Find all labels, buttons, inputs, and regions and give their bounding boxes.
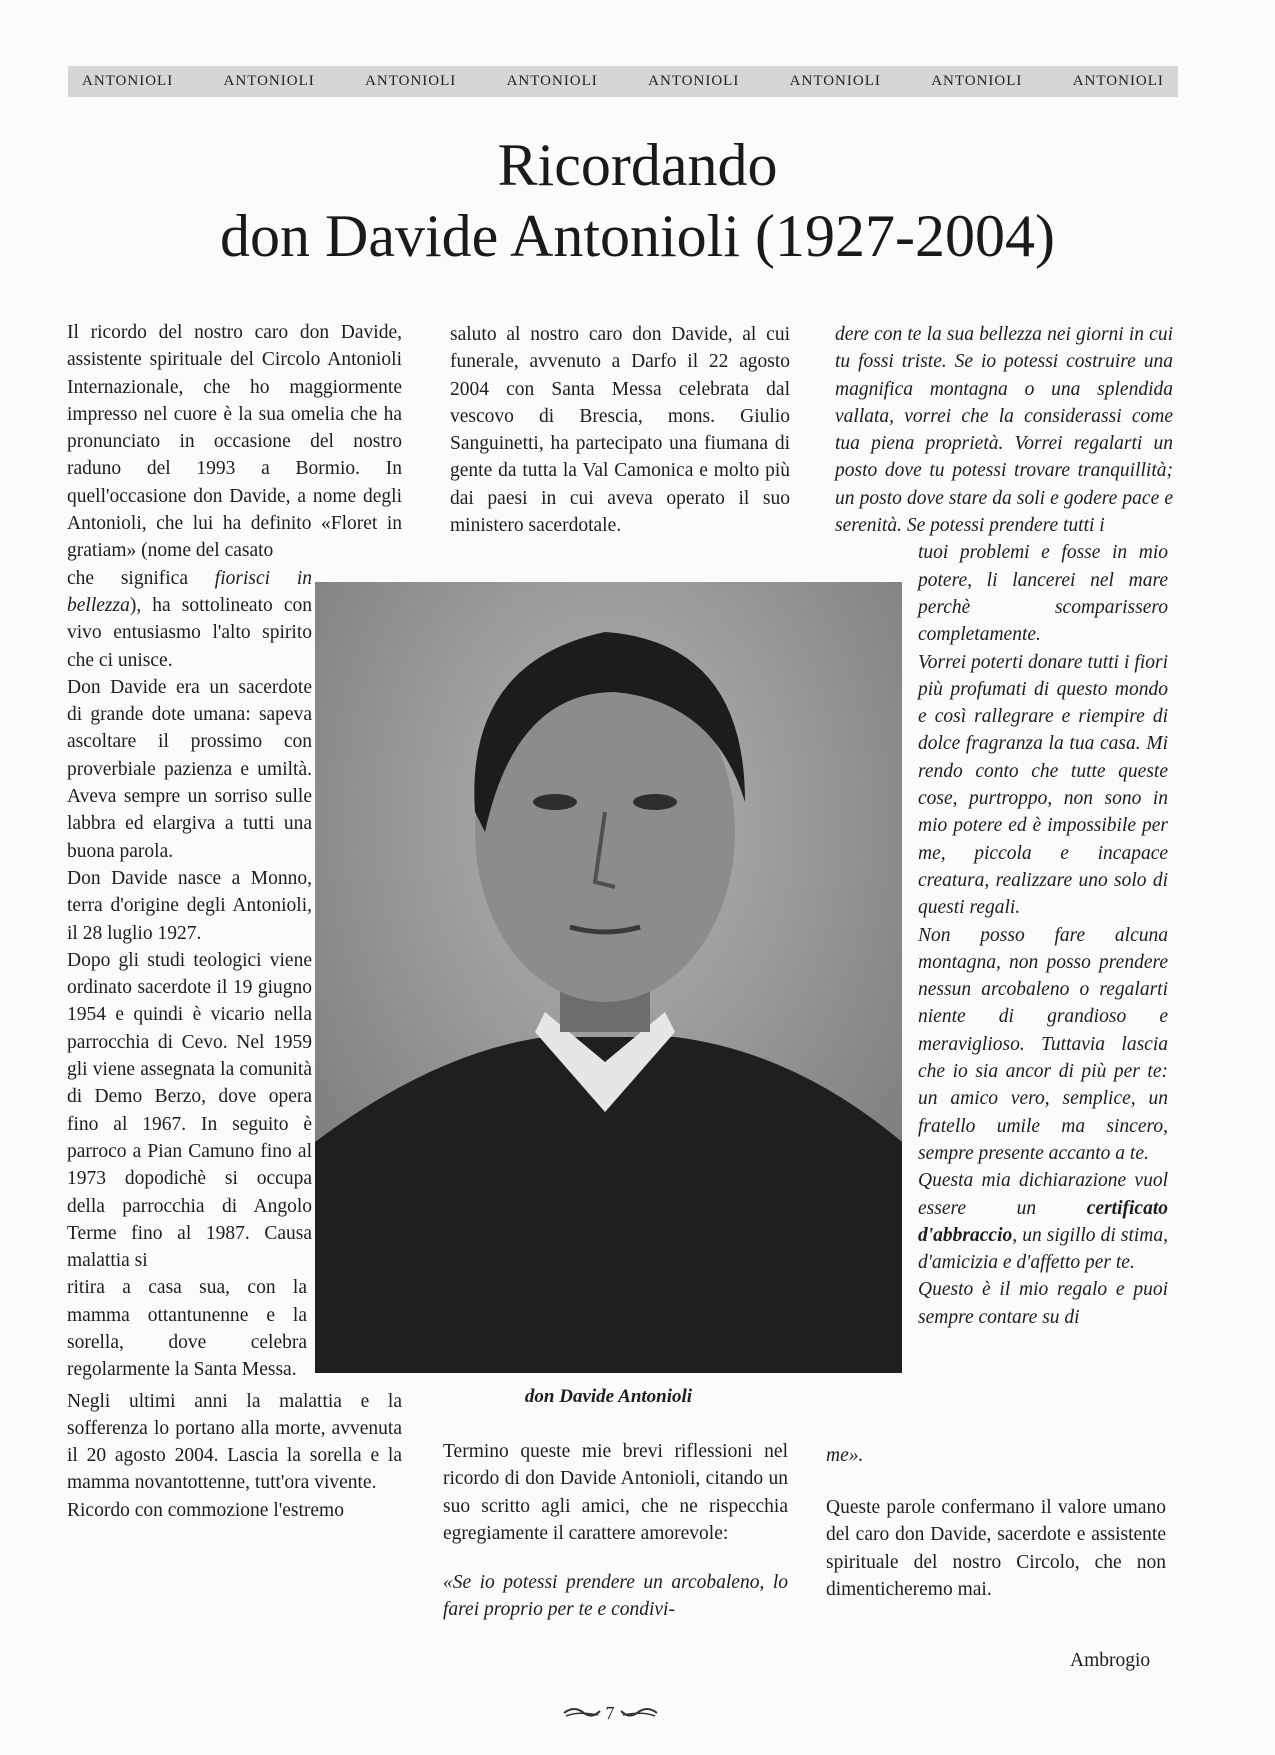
paragraph: Don Davide nasce a Monno, terra d'origine degli Antonioli, il 28 luglio 1927. xyxy=(67,867,312,944)
italic-text: fiorisci in bellezza xyxy=(67,567,312,616)
paragraph: dere con te la sua bellezza nei giorni in cui tu fossi triste. Se io potessi costruire una magnifica montagna o una splendida vallata, vorrei che la considerassi come tua piena proprietà. Vorrei regalarti un posto dove tu potessi trovare tranquillità; un posto dove stare da soli e godere pace e serenità. Se potessi prendere tutti i xyxy=(835,324,1173,537)
flourish-right-icon xyxy=(619,1705,659,1721)
text-span: che significa xyxy=(67,567,215,589)
page-number xyxy=(555,1700,665,1726)
photo-caption: don Davide Antonioli xyxy=(524,1386,693,1407)
paragraph xyxy=(67,565,312,674)
paragraph: saluto al nostro caro don Davide, al cui funerale, avvenuto a Darfo il 22 agosto 2004 con Santa Messa celebrata dal vescovo di Brescia, mons. Giulio Sanguinetti, ha partecipato una fiumana di gente da tutta la Val Camonica e molto più dai paesi in cui aveva operato il suo ministero sacerdotale. xyxy=(450,324,790,537)
banner-item: ANTONIOLI xyxy=(365,73,457,89)
quote: «Se io potessi prendere un arcobaleno, lo farei proprio per te e condivi- xyxy=(443,1572,788,1621)
text-span: Questa mia dichiarazione vuol essere un xyxy=(918,1170,1168,1219)
paragraph: Dopo gli studi teologici viene ordinato sacerdote il 19 giugno 1954 e quindi è vicario nella parrocchia di Cevo. Nel 1959 gli viene assegnata la comunità di Demo Berzo, dove opera fino al 1967. In seguito è parroco a Pian Camuno fino al 1973 dopodichè si occupa della parrocchia di Angolo Terme fino al 1987. Causa malattia si xyxy=(67,949,312,1272)
paragraph: Negli ultimi anni la malattia e la sofferenza lo portano alla morte, avvenuta il 20 agosto 2004. Lascia la sorella e la mamma novantottenne, tutt'ora vivente. xyxy=(67,1390,402,1494)
banner-item: ANTONIOLI xyxy=(82,73,174,89)
banner-item: ANTONIOLI xyxy=(506,73,598,89)
column-2 xyxy=(450,321,790,539)
header-banner xyxy=(68,66,1178,97)
signature: Ambrogio xyxy=(1070,1650,1151,1671)
paragraph: Questo è il mio regalo e puoi sempre contare su di xyxy=(918,1279,1168,1328)
portrait-photo xyxy=(315,582,902,1373)
paragraph: ritira a casa sua, con la mamma ottantunenne e la sorella, dove celebra regolarmente la Santa Messa. xyxy=(67,1277,307,1381)
portrait-illustration xyxy=(315,582,902,1373)
flourish-left-icon xyxy=(562,1705,602,1721)
page-number-text: 7 xyxy=(605,1702,615,1723)
quote-end: me». xyxy=(826,1445,864,1466)
paragraph: tuoi problemi e fosse in mio potere, li lancerei nel mare perchè scomparissero completamente. xyxy=(918,542,1168,646)
banner-item: ANTONIOLI xyxy=(648,73,740,89)
text-span: , un sigillo di stima, d'amicizia e d'affetto per te. xyxy=(918,1224,1168,1274)
paragraph: Queste parole confermano il valore umano del caro don Davide, sacerdote e assistente spirituale del nostro Circolo, che non dimenticheremo mai. xyxy=(826,1497,1166,1600)
banner-item: ANTONIOLI xyxy=(789,73,881,89)
title-line-2: don Davide Antonioli (1927-2004) xyxy=(220,202,1055,269)
bold-text: certificato d'abbraccio xyxy=(918,1197,1168,1246)
paragraph: Il ricordo del nostro caro don Davide, assistente spirituale del Circolo Antonioli Internazionale, che ho maggiormente impresso nel cuore è la sua omelia che ha pronunciato in occasione del nostro raduno del 1993 a Bormio. In quell'occasione don Davide, a nome degli Antonioli, che lui ha definito «Floret in gratiam» (nome del casato xyxy=(67,322,402,562)
text-span: ), ha sottolineato con vivo entusiasmo l'alto spirito che ci unisce. xyxy=(67,594,312,671)
column-2-lower xyxy=(443,1438,788,1624)
banner-item: ANTONIOLI xyxy=(931,73,1023,89)
page-title xyxy=(0,130,1275,272)
paragraph xyxy=(918,1167,1168,1276)
paragraph: Ricordo con commozione l'estremo xyxy=(67,1499,344,1521)
paragraph: Non posso fare alcuna montagna, non posso prendere nessun arcobaleno o regalarti niente di grandioso e meraviglioso. Tuttavia lascia che io sia ancor di più per te: un amico vero, semplice, un fratello umile ma sincero, sempre presente accanto a te. xyxy=(918,924,1168,1164)
title-line-1: Ricordando xyxy=(497,132,778,198)
paragraph: Termino queste mie brevi riflessioni nel ricordo di don Davide Antonioli, citando un suo scritto agli amici, che ne rispecchia egregiamente il carattere amorevole: xyxy=(443,1441,788,1544)
banner-item: ANTONIOLI xyxy=(1072,73,1164,89)
banner-item: ANTONIOLI xyxy=(223,73,315,89)
column-3-lower xyxy=(826,1494,1166,1603)
paragraph: Don Davide era un sacerdote di grande dote umana: sapeva ascoltare il prossimo con proverbiale pazienza e umiltà. Aveva sempre un sorriso sulle labbra ed elargiva a tutti una buona parola. xyxy=(67,676,312,862)
paragraph: Vorrei poterti donare tutti i fiori più profumati di questo mondo e così rallegrare e riempire di dolce fragranza la tua casa. Mi rendo conto che tutte queste cose, purtroppo, non sono in mio potere ed è impossibile per me, piccola e incapace creatura, realizzare uno solo di questi regali. xyxy=(918,651,1168,919)
